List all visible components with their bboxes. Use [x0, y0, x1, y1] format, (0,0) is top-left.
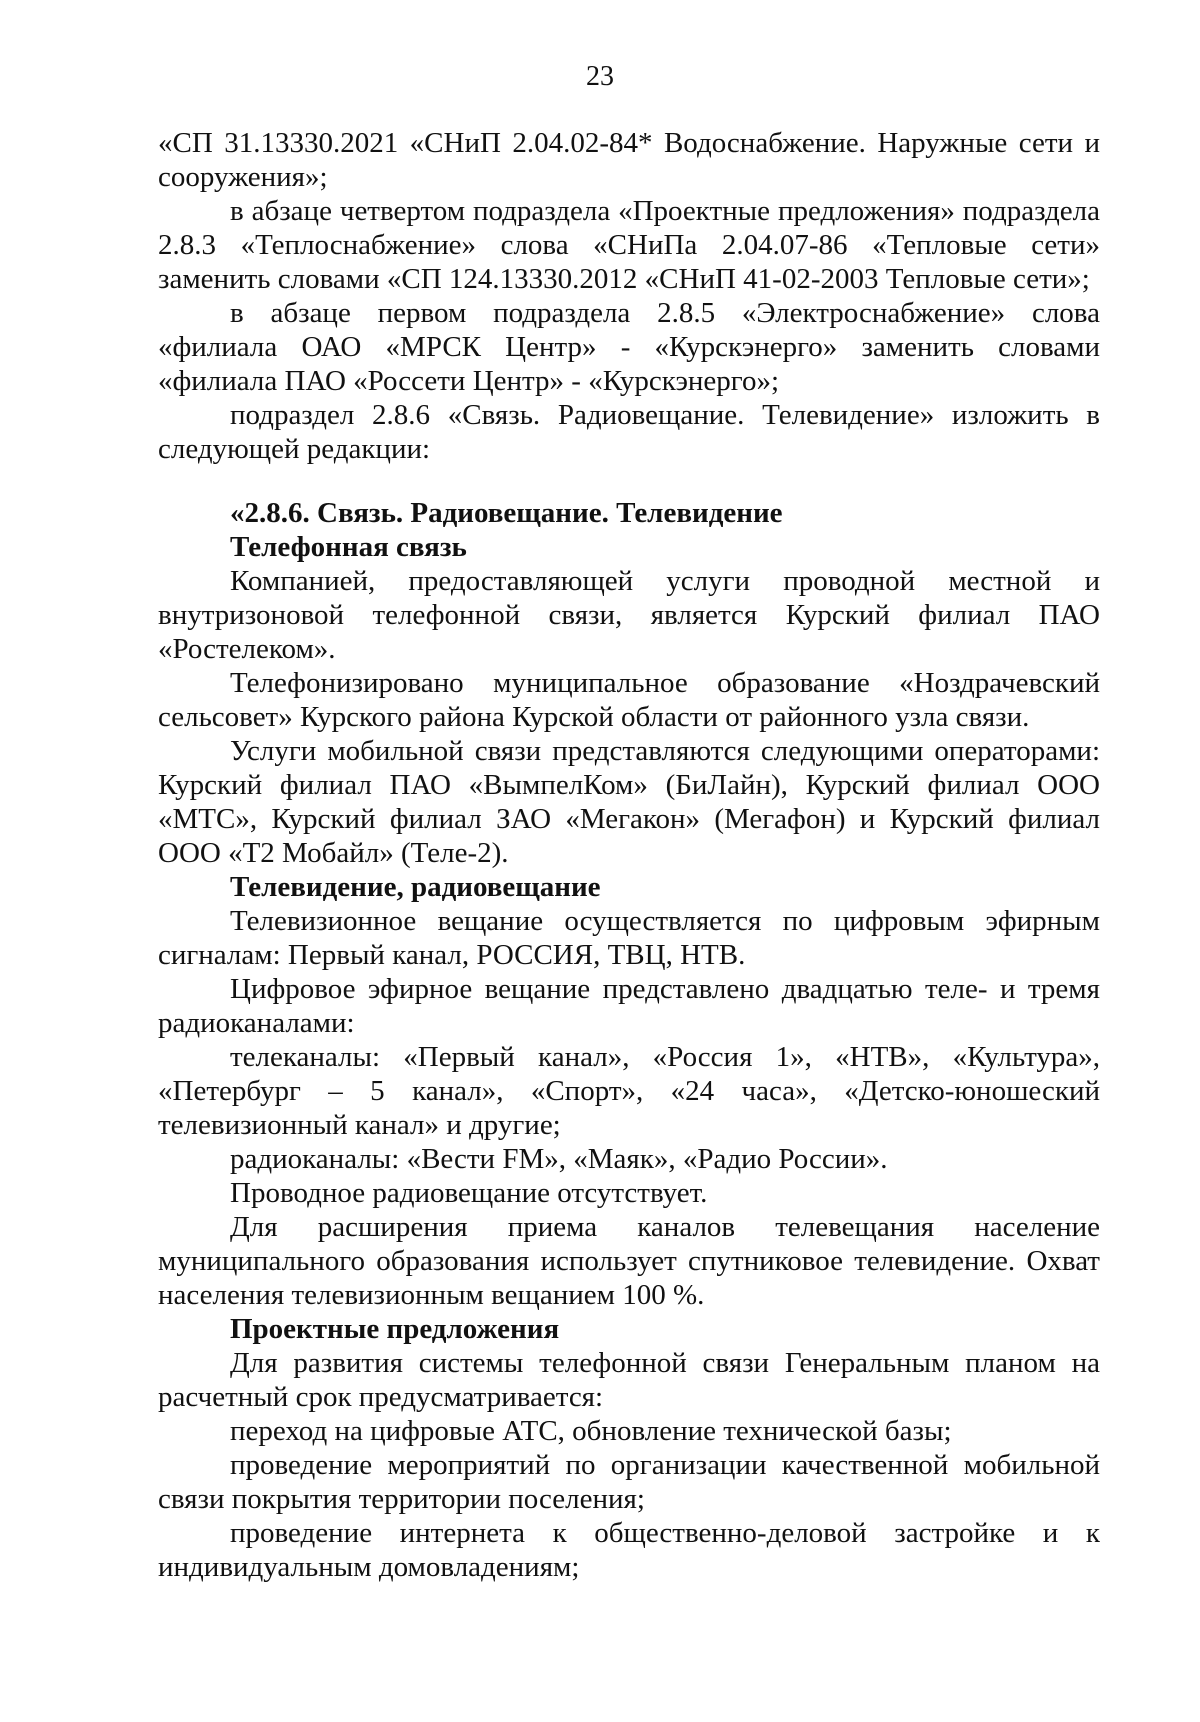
paragraph-mobile-operators: Услуги мобильной связи представляются следующими операторами: Курский филиал ПАО «ВымпелКом» (БиЛайн), Курский филиал ООО «МТС», Курский филиал ЗАО «Мегакон» (Мегафон) и Курский филиал ООО «Т2 Мобайл» (Теле-2).	[158, 735, 1100, 869]
paragraph-telephone-provider: Компанией, предоставляющей услуги проводной местной и внутризоновой телефонной связи, является Курский филиал ПАО «Ростелеком».	[158, 565, 1100, 665]
paragraph-radio-channels: радиоканалы: «Вести FM», «Маяк», «Радио России».	[230, 1143, 888, 1175]
section-heading: «2.8.6. Связь. Радиовещание. Телевидение	[230, 497, 783, 529]
paragraph-sp-reference: «СП 31.13330.2021 «СНиП 2.04.02-84* Водоснабжение. Наружные сети и сооружения»;	[158, 127, 1100, 193]
paragraph-mobile-coverage: проведение мероприятий по организации качественной мобильной связи покрытия территории поселения;	[158, 1449, 1100, 1515]
page-number: 23	[586, 61, 614, 92]
subheading-telephone: Телефонная связь	[230, 531, 467, 563]
paragraph-telephone-coverage: Телефонизировано муниципальное образование «Ноздрачевский сельсовет» Курского района Курской области от районного узла связи.	[158, 667, 1100, 733]
paragraph-power-supply-amendment: в абзаце первом подраздела 2.8.5 «Электроснабжение» слова «филиала ОАО «МРСК Центр» - «Курскэнерго» заменить словами «филиала ПАО «Россети Центр» - «Курскэнерго»;	[158, 297, 1100, 397]
paragraph-new-edition-intro: подраздел 2.8.6 «Связь. Радиовещание. Телевидение» изложить в следующей редакции:	[158, 399, 1100, 465]
paragraph-wired-radio: Проводное радиовещание отсутствует.	[230, 1177, 708, 1209]
paragraph-digital-broadcast: Цифровое эфирное вещание представлено двадцатью теле- и тремя радиоканалами:	[158, 973, 1100, 1039]
subheading-proposals: Проектные предложения	[230, 1313, 560, 1345]
subheading-tv-radio: Телевидение, радиовещание	[230, 871, 601, 903]
paragraph-internet: проведение интернета к общественно-деловой застройке и к индивидуальным домовладениям;	[158, 1517, 1100, 1583]
paragraph-heat-supply-amendment: в абзаце четвертом подраздела «Проектные предложения» подраздела 2.8.3 «Теплоснабжение» слова «СНиПа 2.04.07-86 «Тепловые сети» заменить словами «СП 124.13330.2012 «СНиП 41-02-2003 Тепловые сети»;	[158, 195, 1100, 295]
paragraph-proposals-intro: Для развития системы телефонной связи Генеральным планом на расчетный срок предусматривается:	[158, 1347, 1100, 1413]
section-spacer	[158, 466, 1100, 496]
paragraph-tv-broadcast: Телевизионное вещание осуществляется по цифровым эфирным сигналам: Первый канал, РОССИЯ, ТВЦ, НТВ.	[158, 905, 1100, 971]
paragraph-satellite-tv: Для расширения приема каналов телевещания население муниципального образования использует спутниковое телевидение. Охват населения телевизионным вещанием 100 %.	[158, 1211, 1100, 1311]
paragraph-tv-channels: телеканалы: «Первый канал», «Россия 1», «НТВ», «Культура», «Петербург – 5 канал», «Спорт», «24 часа», «Детско-юношеский телевизионный канал» и другие;	[158, 1041, 1100, 1141]
paragraph-digital-pbx: переход на цифровые АТС, обновление технической базы;	[230, 1415, 952, 1447]
document-body	[158, 126, 1100, 1584]
